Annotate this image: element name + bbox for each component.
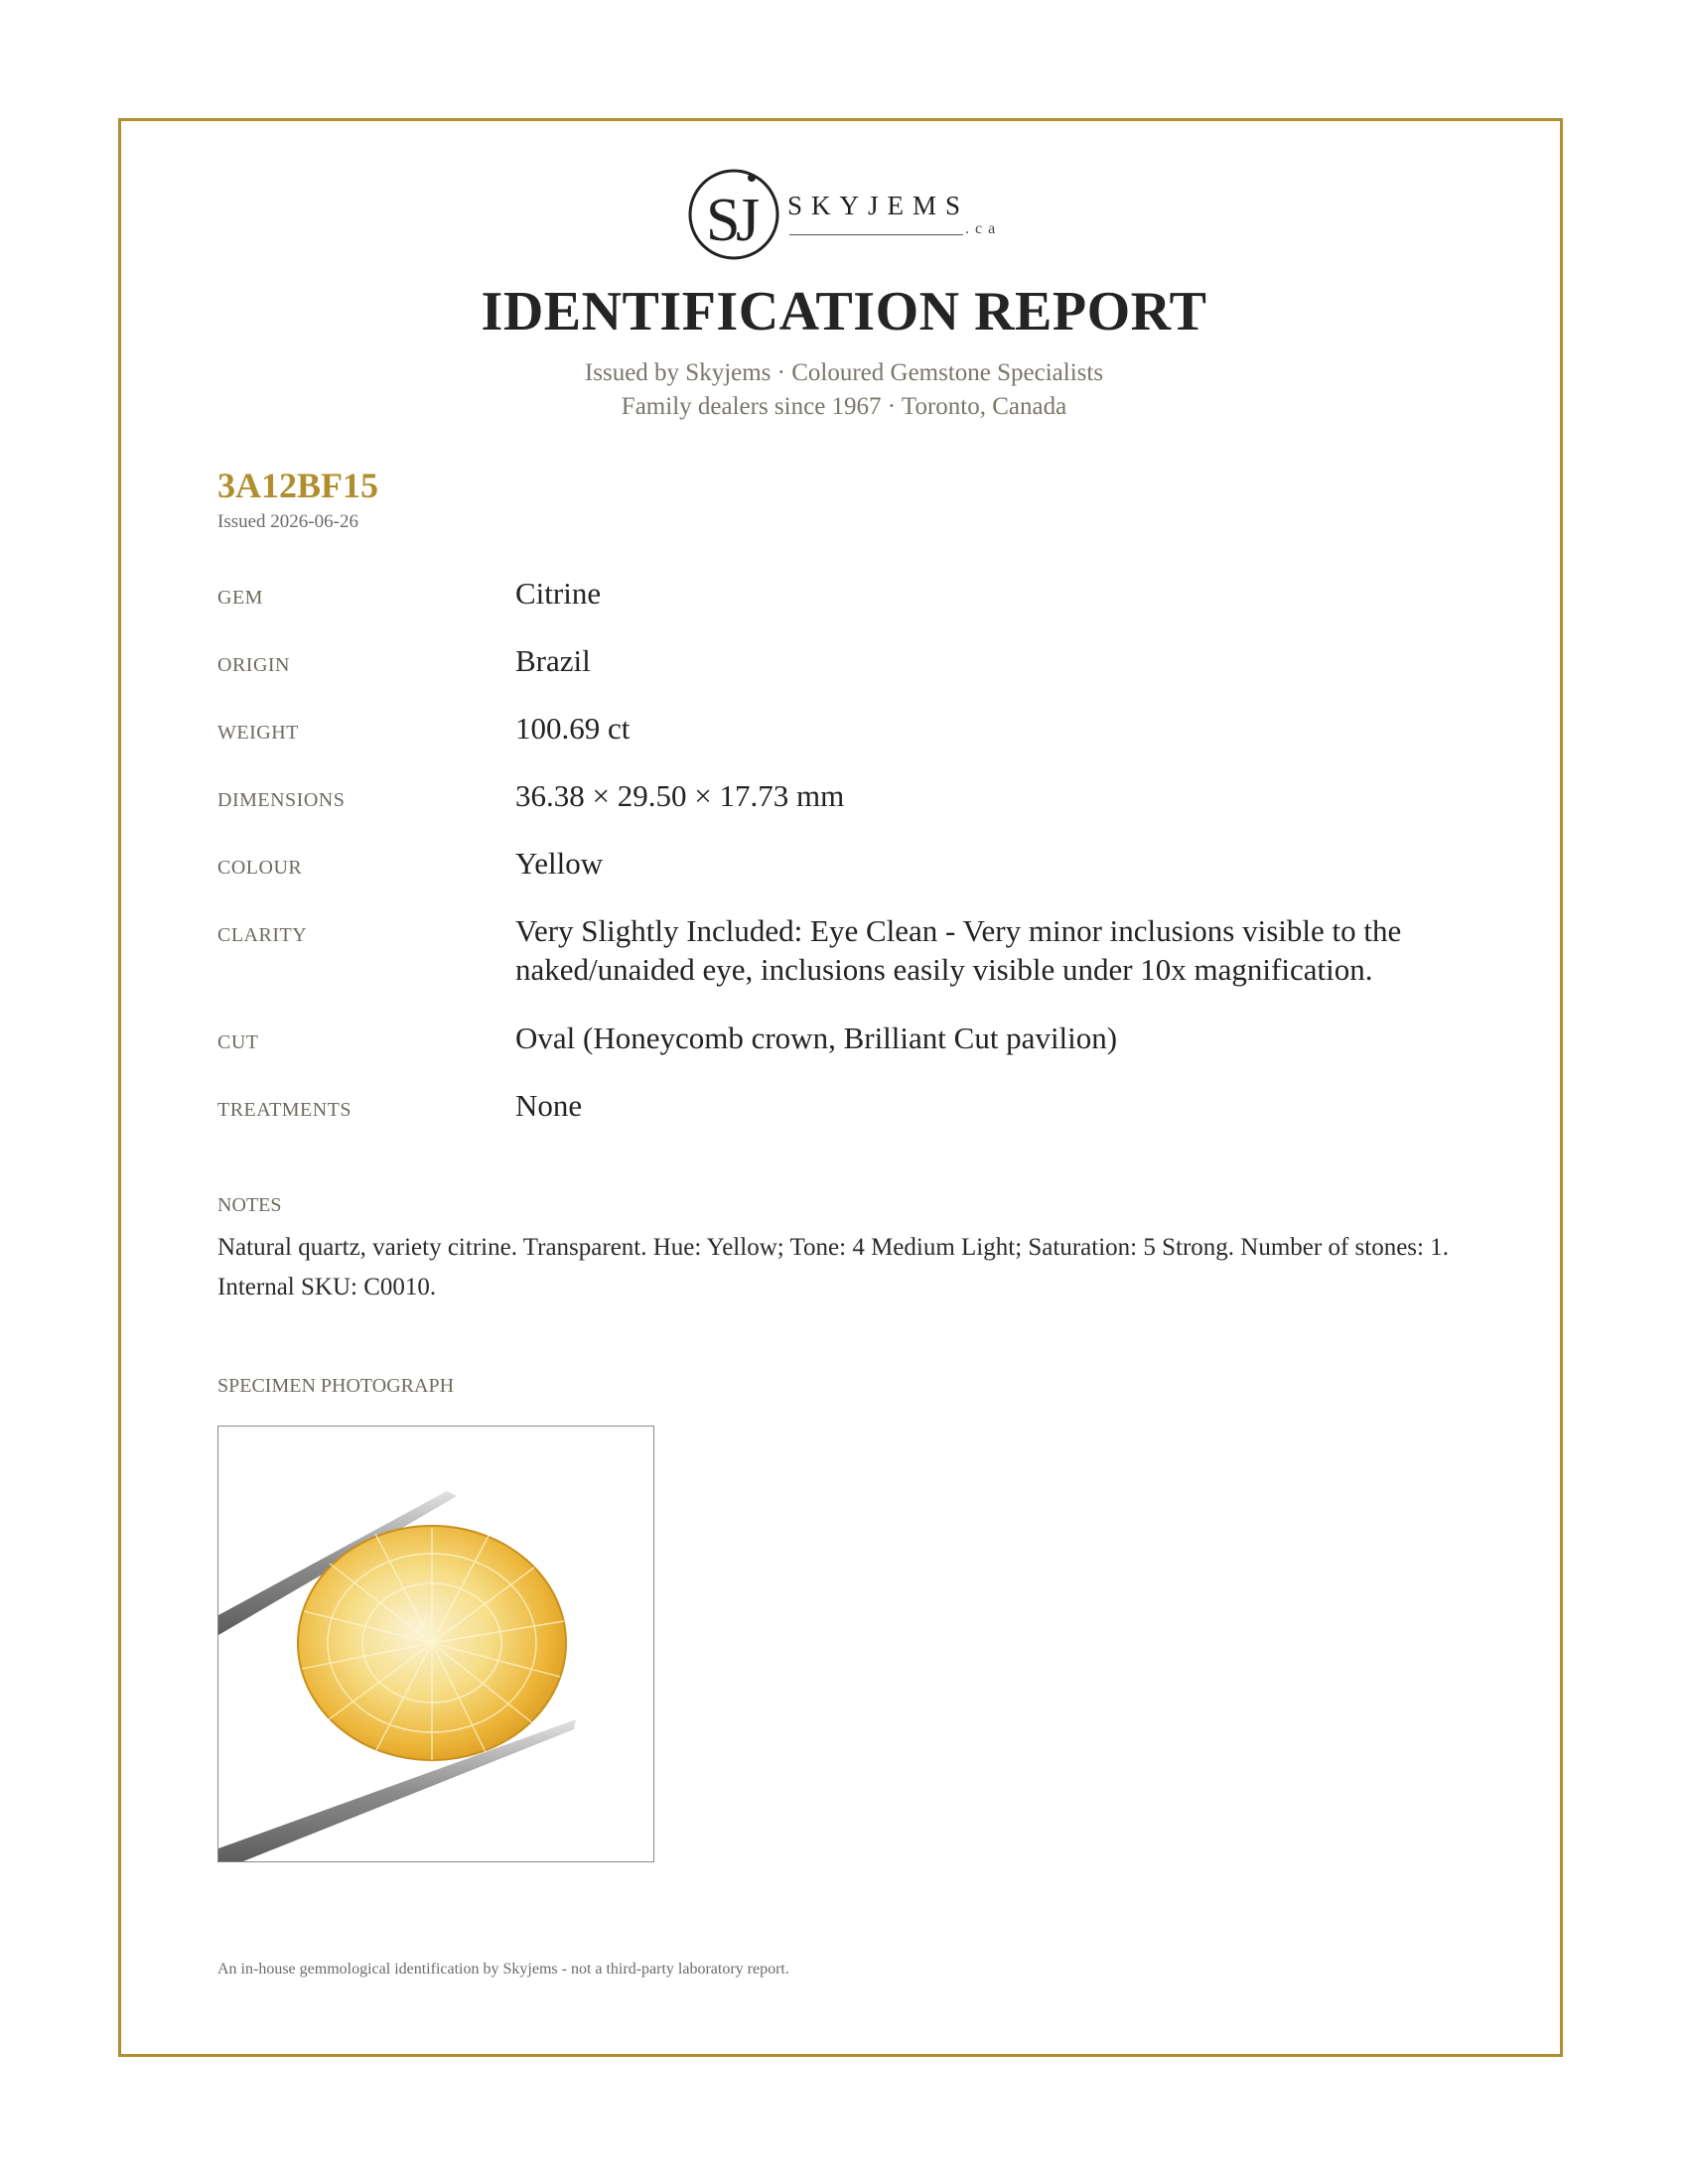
field-label-weight: WEIGHT [217,722,299,744]
subtitle-issuer: Issued by Skyjems · Coloured Gemstone Specialists [584,359,1104,386]
subtitle-location: Family dealers since 1967 · Toronto, Canada [621,393,1067,420]
logo-name: SKYJEMS [787,191,970,220]
field-value-weight: 100.69 ct [515,711,631,746]
field-label-cut: CUT [217,1031,259,1053]
field-value-treatments: None [515,1088,583,1123]
svg-text:J: J [736,187,761,254]
field-value-cut: Oval (Honeycomb crown, Brilliant Cut pavilion) [515,1021,1118,1055]
sj-monogram-icon [684,163,783,266]
photo-label: SPECIMEN PHOTOGRAPH [217,1375,455,1397]
report-title: IDENTIFICATION REPORT [481,281,1207,342]
disclaimer-footer: An in-house gemmological identification by Skyjems - not a third-party laboratory report. [217,1961,789,1978]
skyjems-logo [684,163,1012,266]
field-value-origin: Brazil [515,643,591,678]
citrine-gem-illustration [218,1427,654,1862]
report-id: 3A12BF15 [217,466,378,505]
field-label-clarity: CLARITY [217,924,308,946]
field-label-gem: GEM [217,587,263,609]
svg-text:S: S [706,187,741,254]
field-value-dimensions: 36.38 × 29.50 × 17.73 mm [515,778,845,813]
field-value-clarity: Very Slightly Included: Eye Clean - Very minor inclusions visible to the naked/unaided eye, inclusions easily visible under 10x magnification. [515,913,1402,987]
specimen-photo [217,1426,654,1862]
notes-label: NOTES [217,1194,282,1216]
logo-rule [789,234,963,235]
logo-domain: .ca [965,220,1002,237]
field-value-gem: Citrine [515,576,602,611]
issue-date: Issued 2026-06-26 [217,511,358,532]
field-value-colour: Yellow [515,846,604,881]
notes-text: Natural quartz, variety citrine. Transparent. Hue: Yellow; Tone: 4 Medium Light; Saturation: 5 Strong. Number of stones: 1. Internal SKU: C0010. [217,1234,1449,1300]
field-label-treatments: TREATMENTS [217,1099,352,1121]
field-label-colour: COLOUR [217,857,303,879]
field-label-origin: ORIGIN [217,654,290,676]
field-label-dimensions: DIMENSIONS [217,789,346,811]
